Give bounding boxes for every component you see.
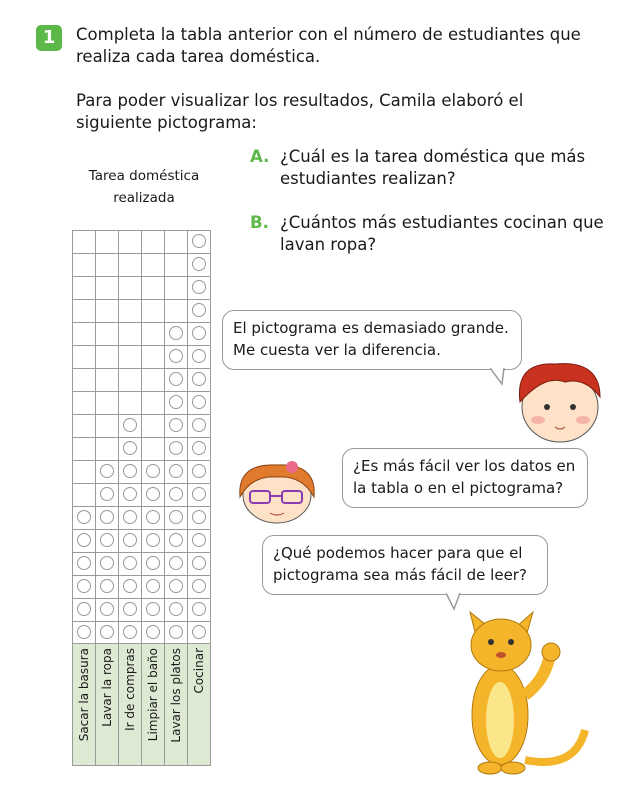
pictogram-cell [119, 300, 142, 323]
student-circle-icon [192, 464, 206, 478]
pictogram-cell [119, 231, 142, 254]
pictogram-row [73, 346, 211, 369]
student-circle-icon [146, 464, 160, 478]
pictogram-row [73, 461, 211, 484]
pictogram-cell [73, 553, 96, 576]
pictogram-cell [119, 323, 142, 346]
pictogram-cell [188, 576, 211, 599]
pictogram-cell [165, 392, 188, 415]
pictogram-cell [119, 484, 142, 507]
pictogram-cell [165, 599, 188, 622]
student-circle-icon [192, 257, 206, 271]
student-circle-icon [169, 602, 183, 616]
student-circle-icon [192, 280, 206, 294]
student-circle-icon [192, 602, 206, 616]
student-circle-icon [123, 602, 137, 616]
category-label-text: Limpiar el baño [146, 648, 160, 742]
pictogram-row [73, 254, 211, 277]
pictogram-row [73, 576, 211, 599]
pictogram-cell [96, 438, 119, 461]
pictogram-cell [142, 438, 165, 461]
pictogram-cell [165, 461, 188, 484]
pictogram-cell [96, 622, 119, 645]
student-circle-icon [192, 579, 206, 593]
pictogram-cell [73, 438, 96, 461]
pictogram-cell [142, 300, 165, 323]
student-circle-icon [169, 349, 183, 363]
student-circle-icon [77, 556, 91, 570]
student-circle-icon [169, 372, 183, 386]
category-label-text: Sacar la basura [77, 648, 91, 742]
pictogram-cell [96, 484, 119, 507]
pictogram-cell [96, 346, 119, 369]
student-circle-icon [123, 441, 137, 455]
pictogram-cell [142, 231, 165, 254]
pictogram-cell [142, 507, 165, 530]
pictogram-cell [73, 346, 96, 369]
pictogram-cell [119, 277, 142, 300]
pictogram-row [73, 484, 211, 507]
student-circle-icon [123, 510, 137, 524]
pictogram-cell [119, 254, 142, 277]
pictogram-cell [142, 484, 165, 507]
student-circle-icon [77, 533, 91, 547]
student-circle-icon [123, 464, 137, 478]
student-circle-icon [192, 441, 206, 455]
pictogram-cell [142, 461, 165, 484]
pictogram-row [73, 392, 211, 415]
pictogram-cell [119, 369, 142, 392]
pictogram-cell [96, 231, 119, 254]
pictogram-row [73, 231, 211, 254]
pictogram-cell [96, 530, 119, 553]
pictogram-cell [119, 530, 142, 553]
pictogram-cell [188, 530, 211, 553]
pictogram-cell [188, 622, 211, 645]
pictogram-cell [96, 254, 119, 277]
girl-character-illustration [222, 455, 332, 525]
pictogram-row [73, 277, 211, 300]
student-circle-icon [192, 303, 206, 317]
student-circle-icon [146, 625, 160, 639]
student-circle-icon [169, 487, 183, 501]
pictogram-cell [96, 507, 119, 530]
student-circle-icon [169, 625, 183, 639]
student-circle-icon [169, 464, 183, 478]
category-label-text: Lavar la ropa [100, 648, 114, 727]
student-circle-icon [192, 418, 206, 432]
student-circle-icon [192, 326, 206, 340]
pictogram-cell [119, 415, 142, 438]
pictogram-cell [188, 392, 211, 415]
pictogram-cell [73, 599, 96, 622]
pictogram-cell [188, 507, 211, 530]
pictogram-cell [165, 231, 188, 254]
category-label-text: Cocinar [192, 648, 206, 694]
pictogram-row [73, 438, 211, 461]
student-circle-icon [192, 372, 206, 386]
student-circle-icon [100, 579, 114, 593]
category-label-text: Ir de compras [123, 648, 137, 731]
pictogram-row [73, 415, 211, 438]
pictogram-cell [165, 254, 188, 277]
pictogram-cell [73, 576, 96, 599]
student-circle-icon [192, 625, 206, 639]
student-circle-icon [192, 533, 206, 547]
pictogram-row [73, 323, 211, 346]
category-label-text: Lavar los platos [169, 648, 183, 743]
pictogram-cell [73, 300, 96, 323]
student-circle-icon [146, 556, 160, 570]
pictogram-cell [165, 484, 188, 507]
pictogram-row [73, 507, 211, 530]
question-letter: A. [250, 147, 270, 166]
pictogram-cell [73, 461, 96, 484]
pictogram-cell [96, 392, 119, 415]
pictogram-cell [165, 300, 188, 323]
student-circle-icon [77, 510, 91, 524]
pictogram-cell [165, 507, 188, 530]
pictogram-cell [96, 323, 119, 346]
category-label [165, 644, 188, 765]
pictogram-row [73, 553, 211, 576]
pictogram-cell [188, 254, 211, 277]
student-circle-icon [77, 579, 91, 593]
student-circle-icon [169, 395, 183, 409]
student-circle-icon [123, 556, 137, 570]
pictogram-cell [119, 392, 142, 415]
student-circle-icon [123, 418, 137, 432]
question-a [250, 146, 610, 190]
student-circle-icon [146, 510, 160, 524]
pictogram-cell [119, 622, 142, 645]
pictogram-cell [142, 622, 165, 645]
pictogram-cell [73, 277, 96, 300]
student-circle-icon [169, 326, 183, 340]
pictogram-cell [188, 484, 211, 507]
pictogram-cell [73, 392, 96, 415]
pictogram-cell [188, 231, 211, 254]
question-letter: B. [250, 213, 269, 232]
pictogram-cell [188, 369, 211, 392]
category-label [73, 644, 96, 765]
pictogram-cell [73, 369, 96, 392]
pictogram-cell [73, 231, 96, 254]
pictogram-cell [119, 346, 142, 369]
student-circle-icon [192, 234, 206, 248]
pictogram-cell [119, 507, 142, 530]
pictogram-cell [73, 254, 96, 277]
pictogram-cell [142, 392, 165, 415]
pictogram-cell [119, 553, 142, 576]
pictogram-cell [188, 553, 211, 576]
pictogram-cell [188, 599, 211, 622]
student-circle-icon [100, 510, 114, 524]
student-circle-icon [146, 487, 160, 501]
pictogram-cell [188, 300, 211, 323]
pictogram-row [73, 599, 211, 622]
student-circle-icon [123, 579, 137, 593]
category-label [96, 644, 119, 765]
cat-character-illustration [455, 600, 595, 780]
pictogram-cell [142, 277, 165, 300]
pictogram-row [73, 530, 211, 553]
pictogram-cell [142, 553, 165, 576]
pictogram-cell [73, 622, 96, 645]
student-circle-icon [169, 441, 183, 455]
student-circle-icon [100, 533, 114, 547]
pictogram-cell [96, 553, 119, 576]
student-circle-icon [146, 533, 160, 547]
pictogram-cell [119, 438, 142, 461]
student-circle-icon [169, 556, 183, 570]
pictogram-cell [142, 346, 165, 369]
student-circle-icon [123, 533, 137, 547]
pictogram-cell [119, 576, 142, 599]
pictogram-cell [165, 369, 188, 392]
pictogram-cell [142, 323, 165, 346]
pictogram-cell [142, 576, 165, 599]
pictogram-cell [188, 277, 211, 300]
category-labels [72, 643, 211, 766]
student-circle-icon [192, 487, 206, 501]
question-b [250, 212, 620, 256]
pictogram-cell [73, 484, 96, 507]
student-circle-icon [77, 625, 91, 639]
student-circle-icon [100, 556, 114, 570]
student-circle-icon [77, 602, 91, 616]
category-label [119, 644, 142, 765]
pictogram-cell [142, 369, 165, 392]
category-label [188, 644, 210, 765]
pictogram-cell [188, 461, 211, 484]
question-text: ¿Cuántos más estudiantes cocinan que lavan ropa? [280, 213, 604, 254]
student-circle-icon [100, 602, 114, 616]
intro-text: Para poder visualizar los resultados, Camila elaboró el siguiente pictograma: [76, 91, 524, 132]
student-circle-icon [123, 625, 137, 639]
pictogram-cell [142, 530, 165, 553]
pictogram-cell [96, 461, 119, 484]
pictogram-row [73, 369, 211, 392]
pictogram-cell [165, 277, 188, 300]
pictogram-cell [188, 323, 211, 346]
pictogram-cell [96, 415, 119, 438]
pictogram-cell [96, 576, 119, 599]
pictogram-cell [165, 553, 188, 576]
student-circle-icon [169, 418, 183, 432]
pictogram-cell [119, 461, 142, 484]
pictogram-cell [119, 599, 142, 622]
pictogram-cell [165, 622, 188, 645]
student-circle-icon [100, 487, 114, 501]
student-circle-icon [146, 579, 160, 593]
pictogram-cell [165, 323, 188, 346]
student-circle-icon [146, 602, 160, 616]
student-circle-icon [192, 349, 206, 363]
pictogram-cell [142, 599, 165, 622]
speech-bubble-cat: ¿Qué podemos hacer para que el pictograma sea más fácil de leer? [262, 535, 548, 595]
exercise-number-badge: 1 [36, 25, 62, 51]
pictogram-cell [165, 576, 188, 599]
pictogram-cell [188, 415, 211, 438]
pictogram-row [73, 622, 211, 645]
speech-bubble-girl: ¿Es más fácil ver los datos en la tabla o en el pictograma? [342, 448, 588, 508]
student-circle-icon [169, 579, 183, 593]
speech-bubble-boy: El pictograma es demasiado grande. Me cuesta ver la diferencia. [222, 310, 522, 370]
pictogram-cell [188, 346, 211, 369]
pictogram-cell [142, 415, 165, 438]
pictogram-cell [96, 300, 119, 323]
pictogram-cell [165, 438, 188, 461]
pictogram-grid [72, 230, 211, 645]
instruction-text: Completa la tabla anterior con el número de estudiantes que realiza cada tarea doméstica. [76, 25, 581, 66]
student-circle-icon [100, 464, 114, 478]
pictogram-cell [165, 530, 188, 553]
category-label [142, 644, 165, 765]
pictogram-cell [165, 415, 188, 438]
student-circle-icon [123, 487, 137, 501]
boy-character-illustration [505, 352, 615, 447]
pictogram-cell [73, 507, 96, 530]
pictogram-cell [188, 438, 211, 461]
student-circle-icon [192, 556, 206, 570]
question-text: ¿Cuál es la tarea doméstica que más estudiantes realizan? [280, 147, 586, 188]
pictogram-cell [96, 369, 119, 392]
student-circle-icon [169, 533, 183, 547]
student-circle-icon [169, 510, 183, 524]
pictogram-cell [96, 277, 119, 300]
pictogram-cell [73, 415, 96, 438]
student-circle-icon [192, 395, 206, 409]
student-circle-icon [100, 625, 114, 639]
pictogram-cell [96, 599, 119, 622]
pictogram-title: Tarea doméstica realizada [88, 168, 200, 206]
pictogram-cell [73, 530, 96, 553]
student-circle-icon [192, 510, 206, 524]
pictogram-row [73, 300, 211, 323]
pictogram-cell [165, 346, 188, 369]
pictogram-cell [73, 323, 96, 346]
pictogram-cell [142, 254, 165, 277]
